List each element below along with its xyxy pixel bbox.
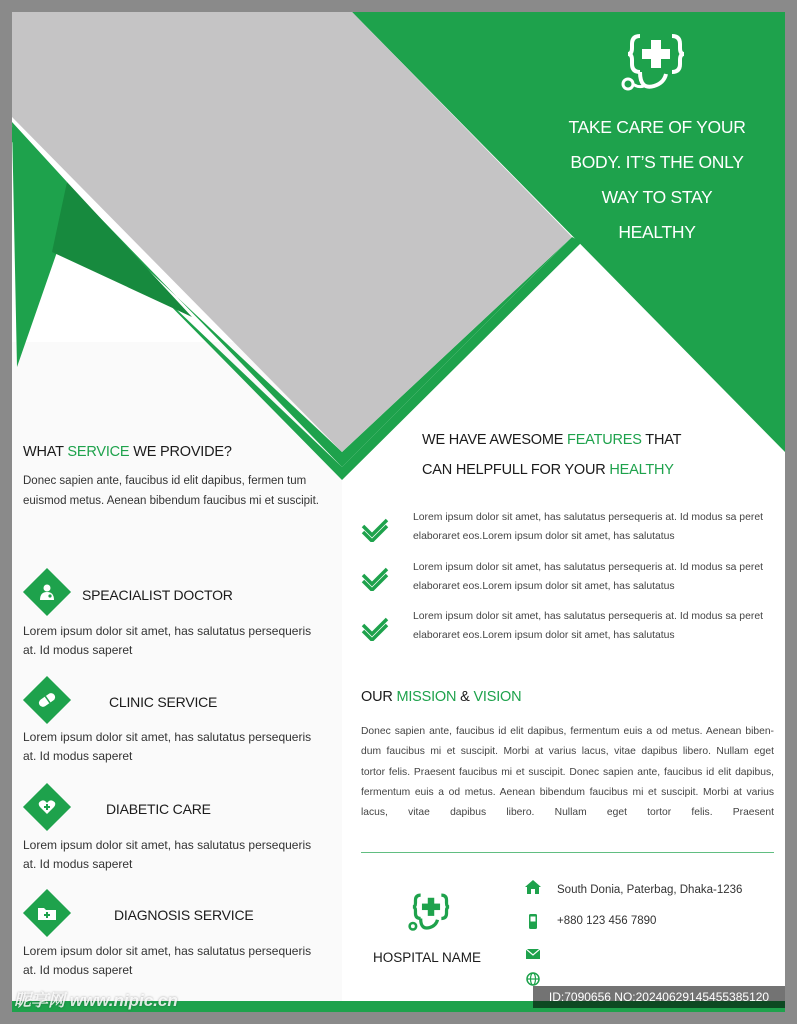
feature-line: Lorem ipsum dolor sit amet, has salutatus persequeris at. Id modus sa peret	[413, 611, 763, 622]
mission-heading	[361, 689, 521, 705]
mission-line: tortor felis. Praesent faucibus mi et suscipit. Donec sapien ante, faucibus id elit dapibus,	[361, 766, 774, 778]
tagline-line: TAKE CARE OF YOUR	[568, 117, 746, 137]
service-desc: Lorem ipsum dolor sit amet, has salutatus persequeris at. Id modus saperet	[23, 730, 312, 763]
features-heading-line1	[422, 432, 681, 448]
feature-item	[413, 508, 778, 546]
features-heading-pre: CAN HELPFULL FOR YOUR	[422, 462, 610, 478]
stethoscope-medical-cross-icon	[620, 28, 692, 96]
mission-line: Donec sapien ante, faucibus id elit dapibus, fermentum euis a od metus. Aenean biben-	[361, 726, 774, 737]
features-heading-post: THAT	[641, 432, 682, 448]
mission-line: lacus, vitae dapibus libero. Nullam eget tortor felis. Praesent	[361, 807, 774, 819]
mission-heading-accent: VISION	[473, 689, 522, 705]
feature-line: elaboraret eos.Lorem ipsum dolor sit amet, has salutatus	[413, 630, 675, 641]
features-heading-accent: FEATURES	[567, 432, 642, 448]
check-icon	[360, 565, 390, 596]
hero-tagline	[557, 110, 757, 250]
check-icon	[360, 615, 390, 646]
stethoscope-medical-cross-icon	[405, 890, 457, 934]
footer-logo	[405, 890, 457, 939]
feature-line: elaboraret eos.Lorem ipsum dolor sit amet, has salutatus	[413, 531, 675, 542]
home-icon	[524, 879, 542, 900]
email-icon	[526, 946, 540, 964]
phone-icon	[528, 913, 538, 935]
doctor-icon	[23, 568, 71, 616]
mission-line: dum faucibus mi et suscipit. Morbi at varius lacus, vitae dapibus libero. Nullam eget	[361, 746, 774, 758]
features-heading-accent: HEALTHY	[609, 462, 674, 478]
mission-paragraph	[361, 722, 774, 823]
tagline-line: BODY. IT’S THE ONLY	[570, 152, 744, 172]
feature-line: elaboraret eos.Lorem ipsum dolor sit amet, has salutatus	[413, 581, 675, 592]
watermark-right: ID:7090656 NO:20240629145455385120	[533, 986, 785, 1008]
service-title: CLINIC SERVICE	[109, 694, 218, 710]
feature-item	[413, 607, 778, 645]
mission-heading-accent: MISSION	[396, 689, 457, 705]
services-heading-post: WE PROVIDE?	[129, 444, 232, 460]
mission-line: fermentum euis a od metus. Aenean bibendum faucibus mi et suscipit. Morbi at varius	[361, 786, 774, 798]
service-desc: Lorem ipsum dolor sit amet, has salutatus persequeris at. Id modus saperet	[23, 944, 312, 977]
features-heading-line2	[422, 462, 674, 478]
services-heading-accent: SERVICE	[67, 444, 130, 460]
service-title: SPEACIALIST DOCTOR	[82, 587, 233, 603]
footer-divider	[361, 852, 774, 853]
hero-logo	[620, 28, 692, 101]
medical-folder-icon	[23, 889, 71, 937]
heart-plus-icon	[23, 783, 71, 831]
address-text: South Donia, Paterbag, Dhaka-1236	[557, 884, 743, 896]
feature-line: Lorem ipsum dolor sit amet, has salutatus persequeris at. Id modus sa peret	[413, 512, 763, 523]
tagline-line: HEALTHY	[618, 222, 696, 242]
flyer-page	[12, 12, 785, 1012]
hospital-name: HOSPITAL NAME	[373, 950, 482, 965]
service-title: DIAGNOSIS SERVICE	[114, 907, 254, 923]
feature-line: Lorem ipsum dolor sit amet, has salutatus persequeris at. Id modus sa peret	[413, 562, 763, 573]
mission-heading-pre: OUR	[361, 689, 397, 705]
service-desc: Lorem ipsum dolor sit amet, has salutatus persequeris at. Id modus saperet	[23, 838, 312, 871]
service-desc: Lorem ipsum dolor sit amet, has salutatus persequeris at. Id modus saperet	[23, 624, 312, 657]
phone-text: +880 123 456 7890	[557, 915, 657, 927]
pill-capsule-icon	[23, 676, 71, 724]
feature-item	[413, 558, 778, 596]
features-heading-pre: WE HAVE AWESOME	[422, 432, 568, 448]
services-heading-pre: WHAT	[23, 444, 68, 460]
services-intro: Donec sapien ante, faucibus id elit dapibus, fermen tum euismod metus. Aenean bibendum faucibus mi et suscipit.	[23, 475, 319, 507]
mission-heading-mid: &	[456, 689, 474, 705]
check-icon	[360, 516, 390, 547]
tagline-line: WAY TO STAY	[601, 187, 713, 207]
services-heading	[23, 444, 232, 460]
watermark-left: 昵享网 www.nipic.cn	[14, 991, 178, 1010]
service-title: DIABETIC CARE	[106, 801, 211, 817]
